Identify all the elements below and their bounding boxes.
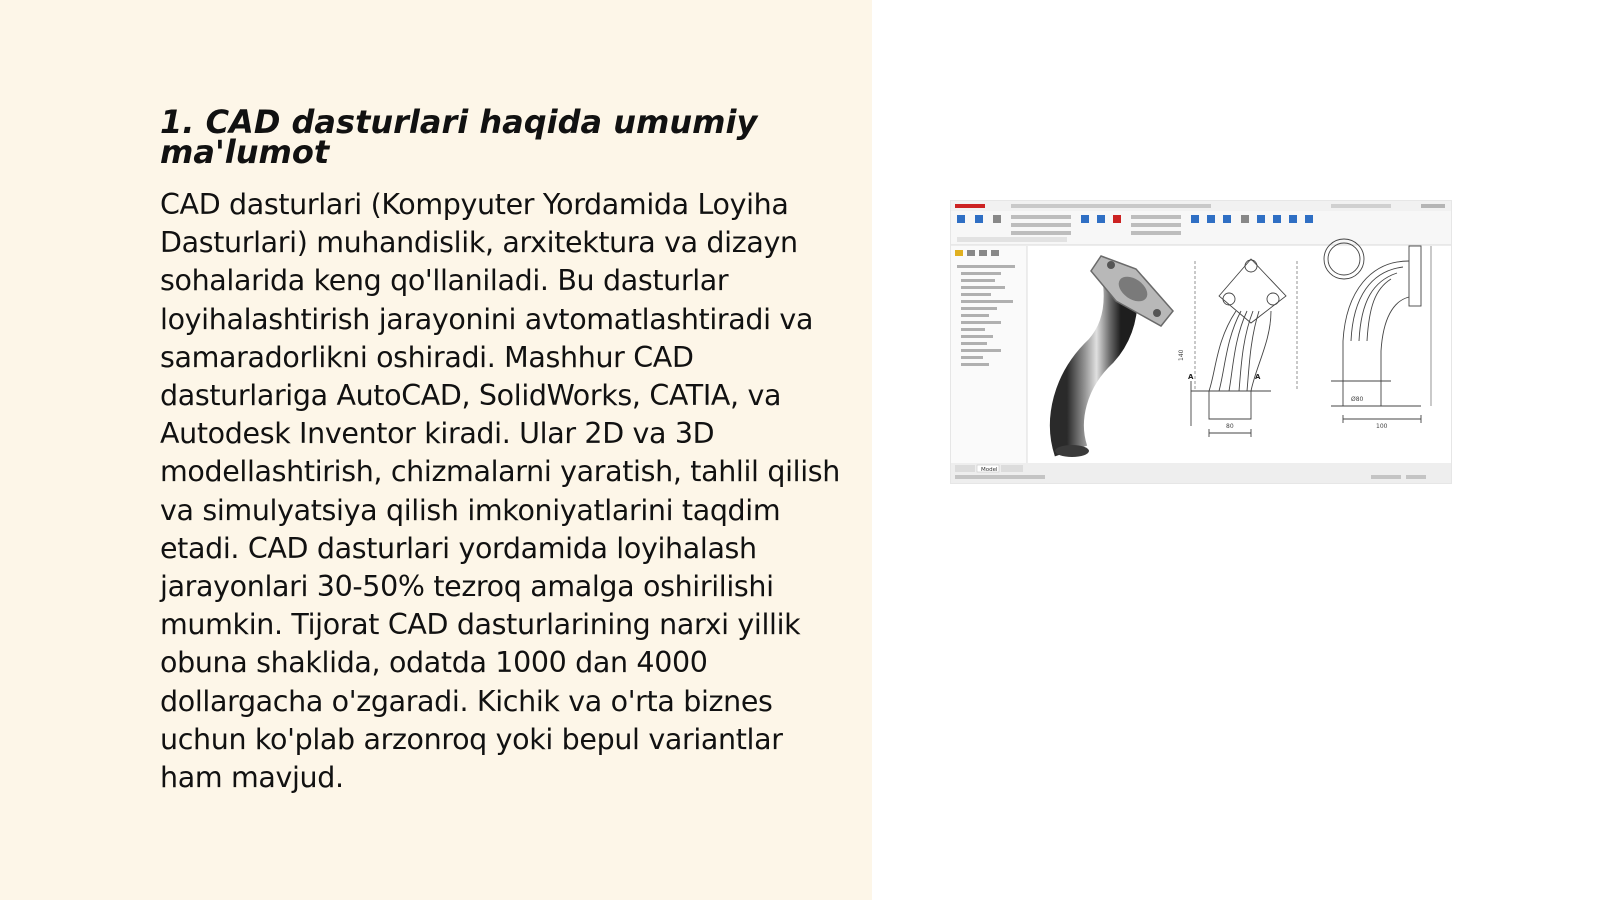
cad-feature-tree	[951, 246, 1027, 470]
cad-screenshot-figure	[950, 200, 1452, 484]
dimension-100: 100	[1376, 423, 1388, 430]
dimension-diameter-80: Ø80	[1351, 396, 1364, 403]
cad-3d-pipe-model	[1055, 256, 1173, 457]
cad-ribbon-toolbar	[951, 211, 1451, 245]
cad-drawing-front-view	[1191, 259, 1297, 437]
dimension-140: 140	[1178, 349, 1185, 361]
cad-status-bar	[951, 463, 1451, 483]
slide-body-text: CAD dasturlari (Kompyuter Yordamida Loyiha Dasturlari) muhandislik, arxitektura va dizayn sohalarida keng qo'llaniladi. Bu dasturlar loyihalashtirish jarayonini avtomatlashtiradi va samaradorlikni oshiradi. Mashhur CAD dasturlariga AutoCAD, SolidWorks, CATIA, va Autodesk Inventor kiradi. Ular 2D va 3D modellashtirish, chizmalarni yaratish, tahlil qilish va simulyatsiya qilish imkoniyatlarini taqdim etadi. CAD dasturlari yordamida loyihalash jarayonlari 30-50% tezroq amalga oshirilishi mumkin. Tijorat CAD dasturlarining narxi yillik obuna shaklida, odatda 1000 dan 4000 dollargacha o'zgaradi. Kichik va o'rta biznes uchun ko'plab arzonroq yoki bepul variantlar ham mavjud.	[160, 188, 840, 795]
section-label-a-left: A	[1188, 373, 1194, 381]
model-tab[interactable]: Model	[981, 467, 998, 473]
cad-titlebar	[951, 201, 1451, 211]
cad-drawing-side-view	[1324, 239, 1431, 423]
section-label-a-right: A	[1255, 373, 1261, 381]
slide-title: 1. CAD dasturlari haqida umumiy ma'lumot	[160, 103, 758, 171]
dimension-80: 80	[1226, 423, 1234, 430]
